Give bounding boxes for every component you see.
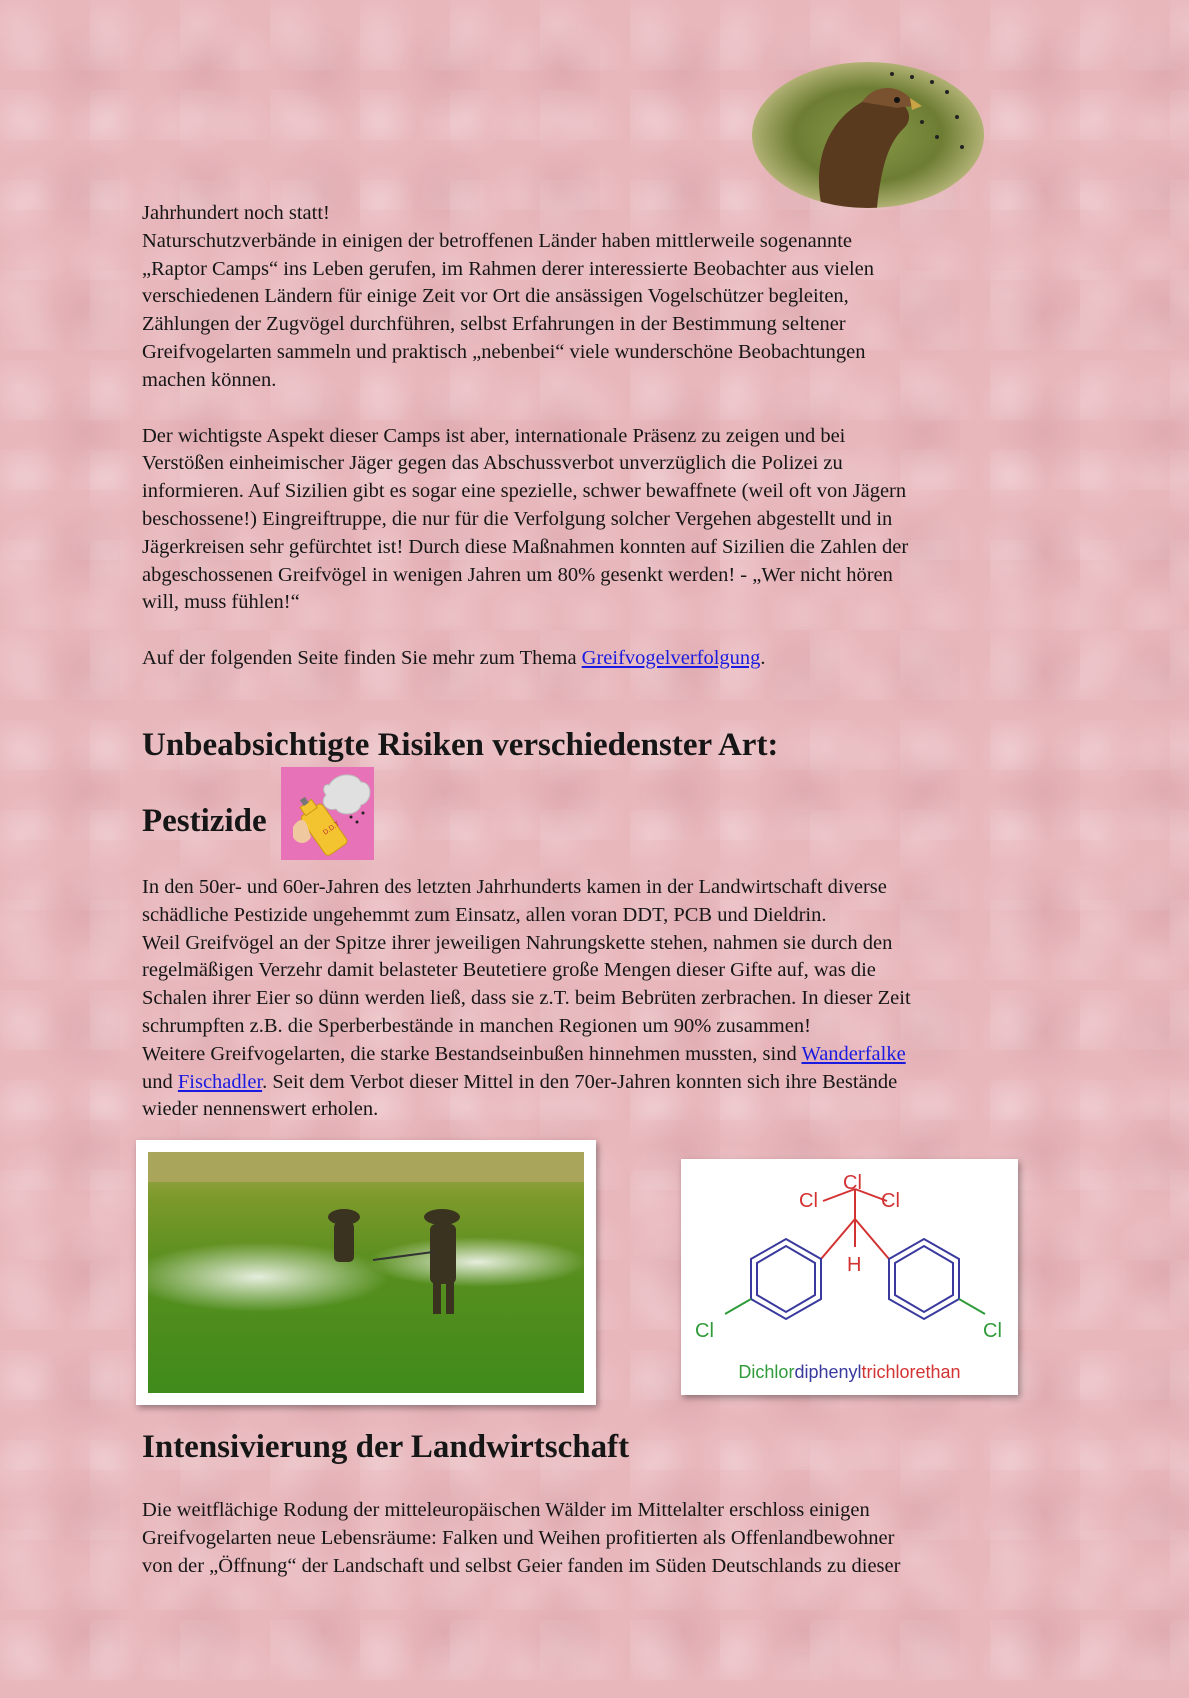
svg-text:Cl: Cl bbox=[799, 1190, 818, 1212]
link-fischadler[interactable]: Fischadler bbox=[177, 1070, 263, 1093]
link-greifvogelverfolgung[interactable]: Greifvogelverfolgung bbox=[581, 647, 761, 670]
heading-pesticides-text: Pestizide bbox=[142, 802, 267, 839]
link-wanderfalke[interactable]: Wanderfalke bbox=[801, 1042, 906, 1065]
heading-risks: Unbeabsichtigte Risiken verschiedenster Art: bbox=[142, 726, 779, 763]
intro-paragraph-2: Der wichtigste Aspekt dieser Camps ist aber, internationale Präsenz zu zeigen und bei Verstößen einheimischer Jäger gegen das Abschussverbot unverzüglich die Polizei zu informieren. Auf Sizilien gibt es sogar eine spezielle, schwer bewaffnete (weil oft von Jägern beschossene!) Eingreiftruppe, die nur für die Verfolgung solcher Vergehen abgestellt und in Jägerkreisen sehr gefürchtet ist! Durch diese Maßnahmen konnten auf Sizilien die Zahlen der abgeschossenen Greifvögel in wenigen Jahren um 80% gesenkt werden! - „Wer nicht hören will, muss fühlen!“ bbox=[142, 424, 909, 614]
ddt-caption: Dichlordiphenyltrichlorethan bbox=[738, 1362, 961, 1382]
field-spraying-photo bbox=[148, 1152, 584, 1393]
ddt-structure-diagram bbox=[681, 1159, 1018, 1395]
heading-agriculture: Intensivierung der Landwirtschaft bbox=[142, 1429, 630, 1465]
svg-text:Cl: Cl bbox=[983, 1320, 1002, 1342]
eagle-illustration bbox=[752, 62, 984, 208]
article-body bbox=[142, 200, 1052, 1124]
svg-text:D.D.T: D.D.T bbox=[321, 820, 341, 837]
pesticides-paragraph: In den 50er- und 60er-Jahren des letzten Jahrhunderts kamen in der Landwirtschaft diverse schädliche Pestizide ungehemmt zum Einsatz, allen voran DDT, PCB und Dieldrin. Weil Greifvögel an der Spitze ihrer jeweiligen Nahrungskette stehen, nahmen sie durch den regelmäßigen Verzehr damit belasteter Beutetiere große Mengen dieser Gifte auf, was die Schalen ihrer Eier so dünn werden ließ, dass sie z.T. beim Bebrüten zerbrachen. In dieser Zeit schrumpften z.B. die Sperberbestände in manchen Regionen um 90% zusammen! Weitere Greifvogelarten, die starke Bestandseinbußen hinnehmen mussten, sind Wanderfalke und Fischadler. Seit dem Verbot dieser Mittel in den 70er-Jahren konnten sich ihre Bestände wieder nennenswert erholen. bbox=[142, 875, 911, 1121]
svg-text:Cl: Cl bbox=[881, 1190, 900, 1212]
heading-pesticides bbox=[142, 767, 1052, 860]
intro-paragraph-1: Jahrhundert noch statt! Naturschutzverbände in einigen der betroffenen Länder haben mittlerweile sogenannte „Raptor Camps“ ins Leben gerufen, im Rahmen derer interessierte Beobachter aus vielen verschiedenen Ländern für einige Zeit vor Ort die ansässigen Vogelschützer begleiten, Zählungen der Zugvögel durchführen, selbst Erfahrungen in der Bestimmung seltener Greifvogelarten sammeln und praktisch „nebenbei“ viele wunderschöne Beobachtungen machen können. bbox=[142, 202, 875, 391]
field-spraying-photo-frame bbox=[136, 1140, 596, 1405]
spray-can-icon bbox=[281, 767, 374, 860]
svg-text:Cl: Cl bbox=[843, 1172, 862, 1194]
intro-paragraph-3: Auf der folgenden Seite finden Sie mehr zum Thema Greifvogelverfolgung. bbox=[142, 647, 766, 670]
agriculture-paragraph: Die weitflächige Rodung der mitteleuropäischen Wälder im Mittelalter erschloss einigen Greifvogelarten neue Lebensräume: Falken und Weihen profitierten als Offenlandbewohner von der „Öffnung“ der Landschaft und selbst Geier fanden im Süden Deutschlands zu dieser bbox=[142, 1499, 901, 1577]
svg-text:Cl: Cl bbox=[695, 1320, 714, 1342]
svg-text:H: H bbox=[847, 1254, 862, 1276]
eagle-photo bbox=[752, 62, 984, 208]
